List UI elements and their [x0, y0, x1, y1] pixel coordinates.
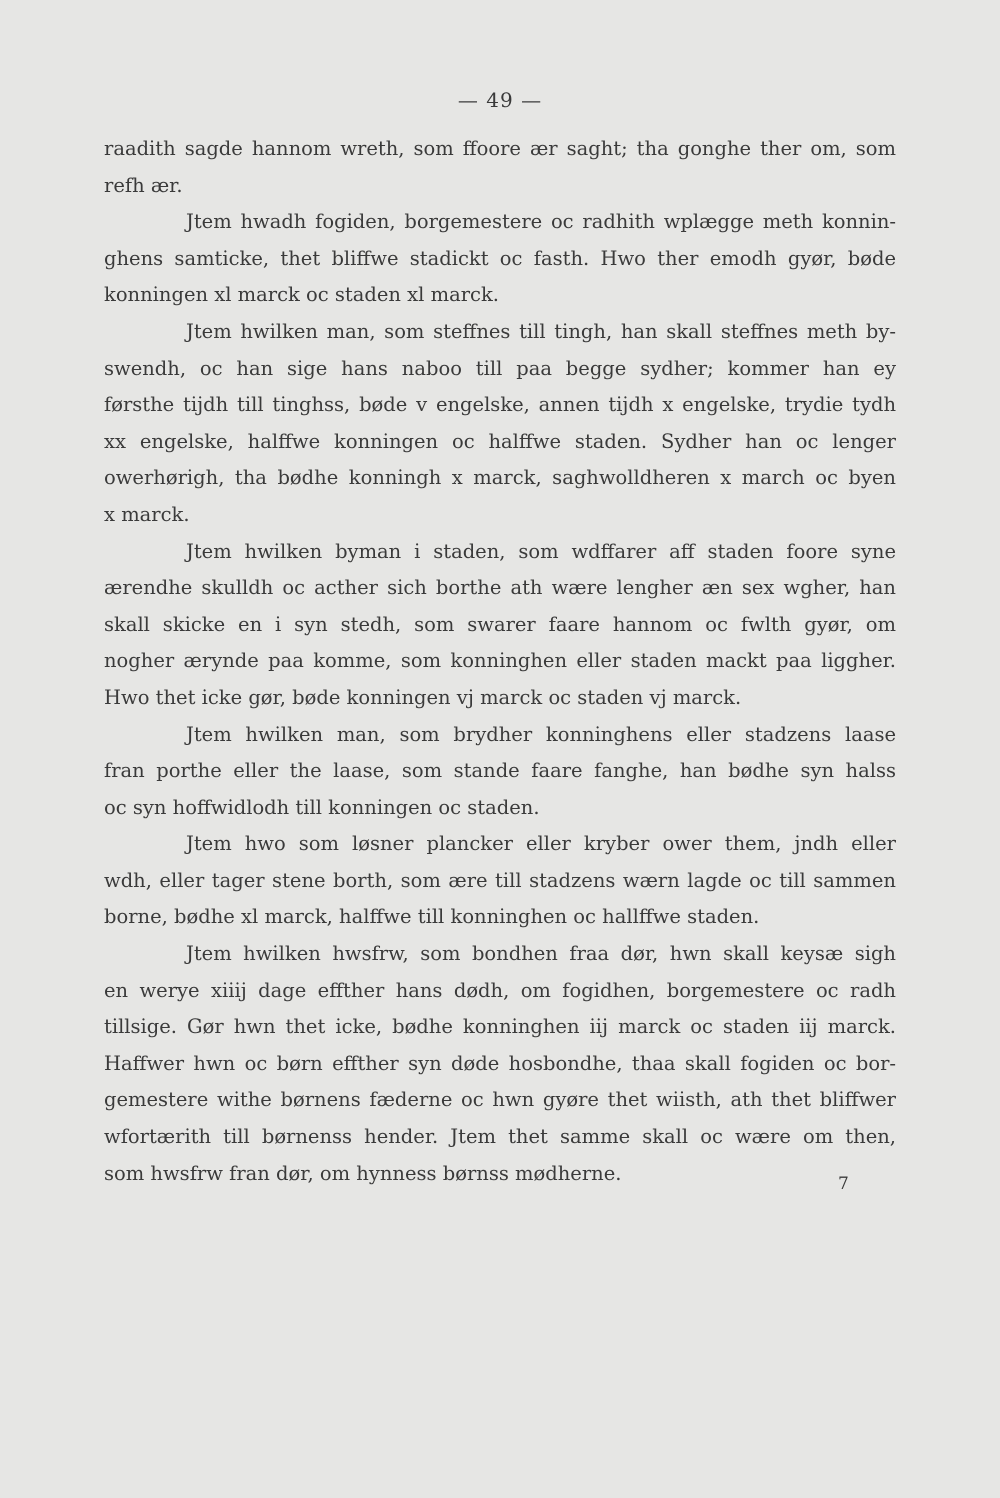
text-line: Jtem hwilken man, som brydher konninghens eller stadzens laase — [186, 722, 896, 746]
text-line: refh ær. — [104, 173, 183, 197]
text-line: Jtem hwadh fogiden, borgemestere oc radhith wplægge meth konnin- — [186, 210, 896, 234]
text-line: oc syn hoffwidlodh till konningen oc staden. — [104, 795, 540, 819]
body-text — [104, 131, 896, 1192]
text-line: gemestere withe børnens fæderne oc hwn gyøre thet wiisth, ath thet bliffwer — [104, 1088, 896, 1112]
text-line: swendh, oc han sige hans naboo till paa begge sydher; kommer han ey — [104, 356, 896, 380]
signature-mark: 7 — [838, 1174, 849, 1194]
text-line: førsthe tijdh till tinghss, bøde v engelske, annen tijdh x engelske, trydie tydh — [104, 393, 896, 417]
text-line: ghens samticke, thet bliffwe stadickt oc fasth. Hwo ther emodh gyør, bøde — [104, 246, 896, 270]
paragraph — [104, 717, 896, 827]
text-line: Jtem hwo som løsner plancker eller kryber ower them, jndh eller — [186, 832, 896, 856]
page-number: — 49 — — [457, 88, 543, 112]
paragraph — [104, 534, 896, 717]
paragraph — [104, 936, 896, 1192]
paragraph — [104, 131, 896, 204]
text-line: Jtem hwilken byman i staden, som wdffarer aff staden foore syne — [186, 539, 896, 563]
text-line: tillsige. Gør hwn thet icke, bødhe konninghen iij marck oc staden iij marck. — [104, 1015, 896, 1039]
text-line: xx engelske, halffwe konningen oc halffwe staden. Sydher han oc lenger — [104, 429, 896, 453]
paragraph — [104, 204, 896, 314]
text-line: raadith sagde hannom wreth, som ffoore ær saght; tha gonghe ther om, som — [104, 137, 896, 160]
paragraph — [104, 826, 896, 936]
text-line: owerhørigh, tha bødhe konningh x marck, saghwolldheren x march oc byen — [104, 466, 896, 490]
text-line: ærendhe skulldh oc acther sich borthe ath wære lengher æn sex wgher, han — [104, 576, 896, 600]
text-line: borne, bødhe xl marck, halffwe till konninghen oc hallffwe staden. — [104, 905, 760, 929]
text-line: nogher ærynde paa komme, som konninghen eller staden mackt paa liggher. — [104, 649, 896, 673]
text-line: Hwo thet icke gør, bøde konningen vj marck oc staden vj marck. — [104, 685, 742, 709]
paragraph — [104, 314, 896, 534]
text-line: som hwsfrw fran dør, om hynness børnss mødherne. — [104, 1161, 622, 1185]
text-line: en werye xiiij dage effther hans dødh, om fogidhen, borgemestere oc radh — [104, 978, 896, 1002]
text-line: fran porthe eller the laase, som stande faare fanghe, han bødhe syn halss — [104, 759, 896, 783]
text-line: Jtem hwilken hwsfrw, som bondhen fraa dør, hwn skall keysæ sigh — [186, 942, 896, 966]
text-line: Haffwer hwn oc børn effther syn døde hosbondhe, thaa skall fogiden oc bor- — [104, 1051, 896, 1075]
text-line: x marck. — [104, 502, 190, 526]
text-line: skall skicke en i syn stedh, som swarer faare hannom oc fwlth gyør, om — [104, 612, 896, 636]
text-line: konningen xl marck oc staden xl marck. — [104, 283, 499, 307]
text-line: Jtem hwilken man, som steffnes till tingh, han skall steffnes meth by- — [186, 319, 896, 343]
text-line: wfortærith till børnenss hender. Jtem thet samme skall oc wære om then, — [104, 1125, 896, 1149]
text-line: wdh, eller tager stene borth, som ære till stadzens wærn lagde oc till sammen — [104, 868, 896, 892]
